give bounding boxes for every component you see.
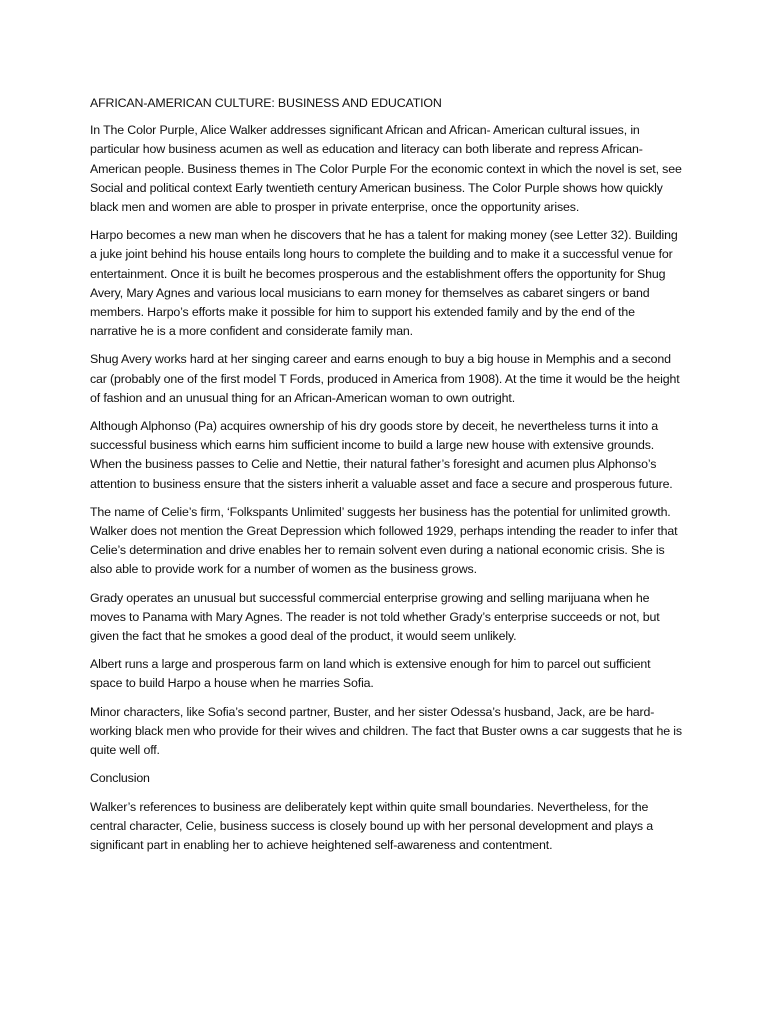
paragraph-alphonso: Although Alphonso (Pa) acquires ownership of his dry goods store by deceit, he nevertheless turns it into a successful business which earns him sufficient income to build a large new house with extensive grounds. When the business passes to Celie and Nettie, their natural father’s foresight and acumen plus Alphonso’s attention to business ensure that the sisters inherit a valuable asset and face a secure and prosperous future.	[90, 419, 673, 491]
paragraph-harpo: Harpo becomes a new man when he discovers that he has a talent for making money (see Letter 32). Building a juke joint behind his house entails long hours to complete the building and to make it a successful venue for entertainment. Once it is built he becomes prosperous and the establishment offers the opportunity for Shug Avery, Mary Agnes and various local musicians to earn money for themselves as cabaret singers or band members. Harpo’s efforts make it possible for him to support his extended family and by the end of the narrative he is a more confident and considerate family man.	[90, 228, 678, 339]
paragraph-celie-firm: The name of Celie’s firm, ‘Folkspants Unlimited’ suggests her business has the potential for unlimited growth. Walker does not mention the Great Depression which followed 1929, perhaps intending the reader to infer that Celie’s determination and drive enables her to remain solvent even during a national economic crisis. She is also able to provide work for a number of women as the business grows.	[90, 504, 678, 577]
paragraph-albert: Albert runs a large and prosperous farm on land which is extensive enough for him to parcel out sufficient space to build Harpo a house when he marries Sofia.	[90, 657, 651, 691]
paragraph-grady: Grady operates an unusual but successful commercial enterprise growing and selling marijuana when he moves to Panama with Mary Agnes. The reader is not told whether Grady’s enterprise succeeds or not, but given the fact that he smokes a good deal of the product, it would seem unlikely.	[90, 590, 660, 644]
paragraph-minor-characters: Minor characters, like Sofia’s second partner, Buster, and her sister Odessa’s husband, Jack, are be hard-working black men who provide for their wives and children. The fact that Buster owns a car suggests that he is quite well off.	[90, 704, 682, 758]
document-title: AFRICAN-AMERICAN CULTURE: BUSINESS AND EDUCATION	[90, 96, 442, 110]
paragraph-conclusion: Walker’s references to business are deliberately kept within quite small boundaries. Nevertheless, for the central character, Celie, business success is closely bound up with her personal development and plays a significant part in enabling her to achieve heightened self-awareness and contentment.	[90, 799, 653, 852]
paragraph-shug-avery: Shug Avery works hard at her singing career and earns enough to buy a big house in Memphis and a second car (probably one of the first model T Fords, produced in America from 1908). At the time it would be the height of fashion and an unusual thing for an African-American woman to own outright.	[90, 352, 680, 405]
document-page	[90, 94, 682, 864]
paragraph-intro: In The Color Purple, Alice Walker addresses significant African and African- American cultural issues, in particular how business acumen as well as education and literacy can both liberate and repress African-American people. Business themes in The Color Purple For the economic context in which the novel is set, see Social and political context Early twentieth century American business. The Color Purple shows how quickly black men and women are able to prosper in private enterprise, once the opportunity arises.	[90, 123, 682, 215]
conclusion-heading: Conclusion	[90, 771, 150, 786]
